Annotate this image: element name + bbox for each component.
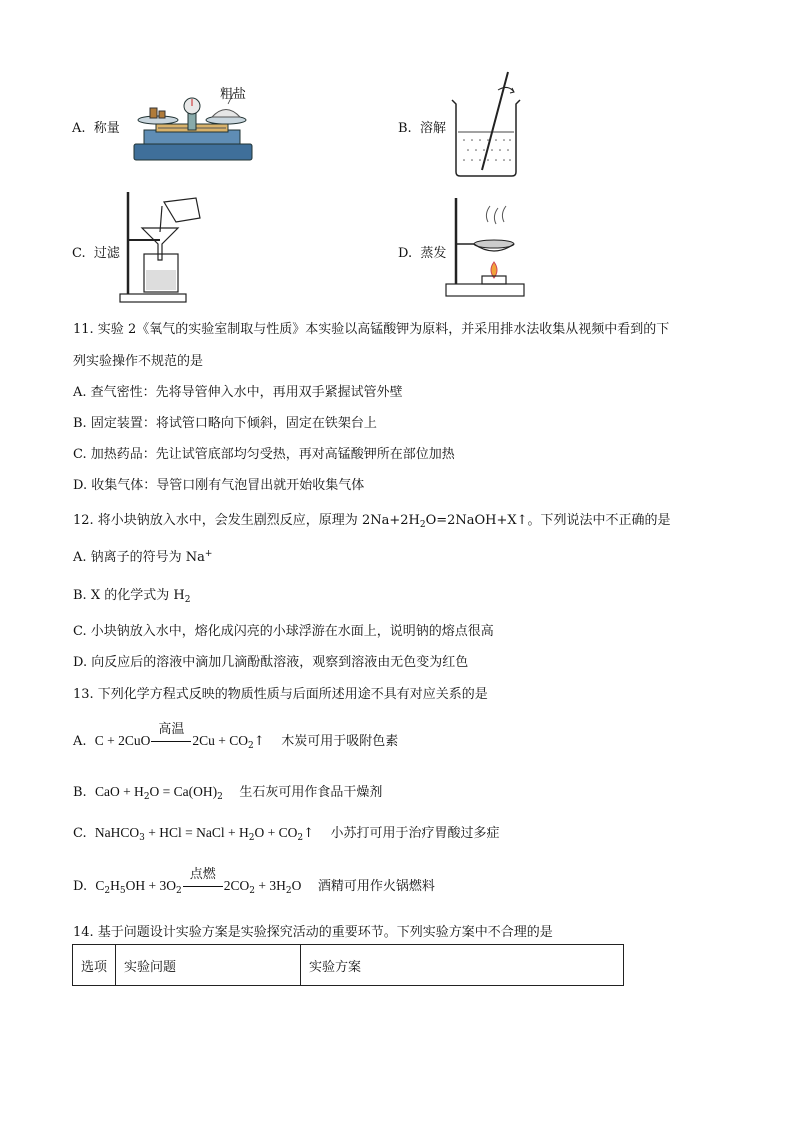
q12-option-a [73,546,212,565]
q13-c-s2: 2 [248,833,255,843]
q11-option-d: D. 收集气体：导管口刚有气泡冒出就开始收集气体 [73,478,365,493]
q13-d-condition [182,867,224,894]
q13-d-s4: 2 [249,886,255,896]
q13-d-s2: 5 [119,886,126,896]
filtration-illustration [116,188,212,306]
q13-d-s1: 2 [104,886,111,896]
q13-a-letter: A. [73,734,87,749]
q11-option-c: C. 加热药品：先让试管底部均匀受热，再对高锰酸钾所在部位加热 [73,447,455,462]
q12-option-b [73,584,190,605]
evaporation-illustration [444,196,528,300]
q14-table [72,944,624,986]
q13-a-use: 木炭可用于吸附色素 [281,734,399,749]
q11-option-b: B. 固定装置：将试管口略向下倾斜，固定在铁架台上 [73,416,377,431]
q13-option-d [73,867,435,896]
q12-option-a-sup: + [204,549,213,559]
q14-stem: 14. 基于问题设计实验方案是实验探究活动的重要环节。下列实验方案中不合理的是 [73,925,553,940]
q13-b-eq1-sub: 2 [143,792,150,802]
q11-option-a: A. 查气密性：先将导管伸入水中，再用双手紧握试管外壁 [73,385,403,400]
q13-b-eq2-sub: 2 [217,792,223,802]
q13-d-p2: H [110,878,120,893]
q13-b-eq2: O = Ca(OH) [149,784,218,799]
q13-a-lhs: C + 2CuO [94,733,151,748]
option-a [72,117,120,136]
table-header-plan: 实验方案 [301,945,624,986]
q12-stem-sub: 2 [419,520,426,530]
q12-option-d: D. 向反应后的溶液中滴加几滴酚酞溶液，观察到溶液由无色变为红色 [73,655,469,670]
option-b [398,117,446,136]
option-d-text: 蒸发 [420,246,447,261]
q11-stem-line1: 11. 实验 2《氧气的实验室制取与性质》本实验以高锰酸钾为原料，并采用排水法收集从视频中看到的下 [73,322,670,337]
table-header-question: 实验问题 [116,945,301,986]
table-header-row [73,945,624,986]
q13-d-p1: C [95,878,105,893]
q11-stem-line2: 列实验操作不规范的是 [73,354,204,369]
q13-option-a [73,722,399,751]
q13-b-use: 生石灰可用作食品干燥剂 [239,785,383,800]
option-a-text: 称量 [93,121,120,136]
q13-option-b [73,781,382,802]
q13-c-p3: O + CO [254,825,298,840]
q13-b-eq1: CaO + H [94,784,144,799]
q12-option-a-text: A. 钠离子的符号为 Na [73,550,205,565]
option-c [72,242,120,261]
option-c-text: 过滤 [93,246,120,261]
q12-stem-prefix: 12. 将小块钠放入水中，会发生剧烈反应，原理为 2Na+2H [73,513,420,528]
q13-d-p6: O [291,878,302,893]
q13-b-letter: B. [73,785,87,800]
q13-d-s3: 2 [175,886,182,896]
option-d-letter: D. [398,246,413,261]
q13-d-s5: 2 [285,886,292,896]
q13-a-rhs: 2Cu + CO [192,733,249,748]
salt-label: 粗盐 [220,87,247,102]
q13-c-arrow: ↑ [303,826,314,841]
q12-option-c: C. 小块钠放入水中，熔化成闪亮的小球浮游在水面上，说明钠的熔点很高 [73,624,494,639]
option-b-letter: B. [398,121,412,136]
q13-a-condition [150,722,192,749]
q13-c-p2: + HCl = NaCl + H [144,825,249,840]
q12-option-b-sub: 2 [184,595,191,605]
q13-stem: 13. 下列化学方程式反映的物质性质与后面所述用途不具有对应关系的是 [73,687,488,702]
q12-stem-mid: O=2NaOH+X↑。下列说法中不正确的是 [425,513,671,528]
q13-c-letter: C. [73,826,87,841]
q13-d-use: 酒精可用作火锅燃料 [317,879,435,894]
q13-a-arrow: ↑ [253,734,265,749]
q12-stem [73,509,671,530]
option-b-text: 溶解 [419,121,446,136]
q13-c-s1: 3 [139,833,145,843]
q13-d-cond-text: 点燃 [189,867,216,882]
q13-c-p1: NaHCO [94,825,140,840]
q13-a-rhs-sub: 2 [248,741,254,751]
q13-d-p5: + 3H [254,878,286,893]
q13-option-c [73,822,500,843]
option-d [398,242,446,261]
q13-d-letter: D. [73,879,88,894]
q13-a-cond-text: 高温 [158,722,185,737]
q13-d-p3: OH + 3O [125,878,176,893]
q13-d-p4: 2CO [223,878,250,893]
option-a-letter: A. [72,121,86,136]
option-c-letter: C. [72,246,86,261]
table-header-option: 选项 [73,945,116,986]
q13-c-s3: 2 [297,833,304,843]
q12-option-b-text: B. X 的化学式为 H [73,588,185,603]
beaker-stirring-illustration [446,70,526,180]
q13-c-use: 小苏打可用于治疗胃酸过多症 [330,826,500,841]
